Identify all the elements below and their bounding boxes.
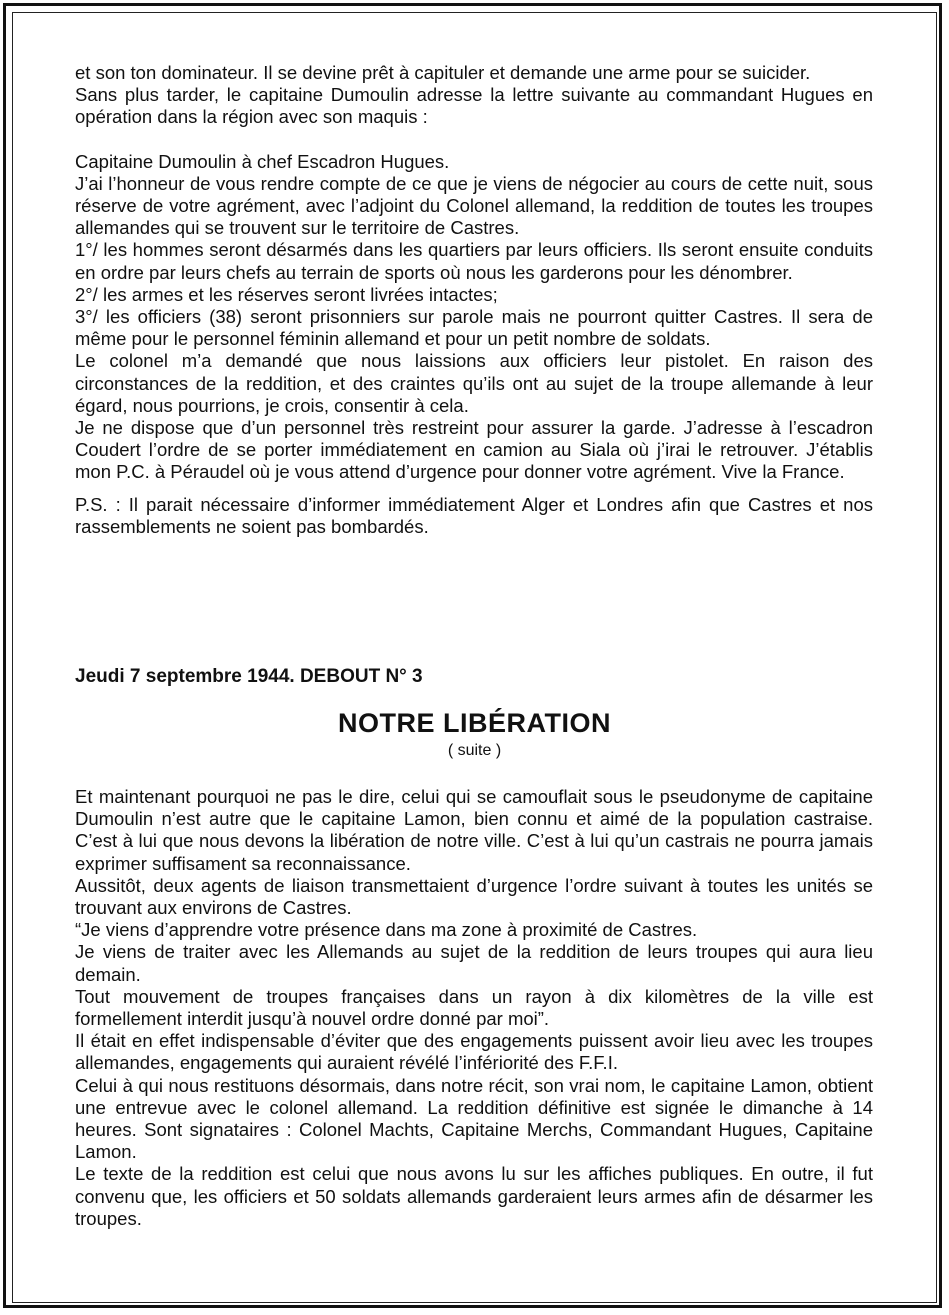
bottom-text-block: [75, 786, 873, 1230]
article-title: NOTRE LIBÉRATION: [338, 708, 611, 738]
paragraph: Il était en effet indispensable d’éviter que des engagements puissent avoir lieu avec les troupes allemandes, engagements qui auraient révélé l’infériorité des F.F.I.: [75, 1030, 873, 1074]
paragraph: Et maintenant pourquoi ne pas le dire, celui qui se camouflait sous le pseudonyme de capitaine Dumoulin n’est autre que le capitaine Lamon, bien connu et aimé de la population castraise. C’est à lui que nous devons la libération de notre ville. C’est à lui qu’un castrais ne pourra jamais exprimer suffisament sa reconnaissance.: [75, 786, 873, 874]
letter-salutation: Capitaine Dumoulin à chef Escadron Hugues.: [75, 150, 450, 172]
issue-heading: Jeudi 7 septembre 1944. DEBOUT N° 3: [75, 666, 423, 687]
paragraph: Je viens de traiter avec les Allemands au sujet de la reddition de leurs troupes qui aura lieu demain.: [75, 941, 873, 985]
paragraph: 1°/ les hommes seront désarmés dans les quartiers par leurs officiers. Ils seront ensuite conduits en ordre par leurs chefs au terrain de sports où nous les garderons pour les dénombrer.: [75, 239, 873, 283]
paragraph: 3°/ les officiers (38) seront prisonniers sur parole mais ne pourront quitter Castres. Il sera de même pour le personnel féminin allemand et pour un petit nombre de soldats.: [75, 306, 873, 350]
paragraph: J’ai l’honneur de vous rendre compte de ce que je viens de négocier au cours de cette nuit, sous réserve de votre agrément, avec l’adjoint du Colonel allemand, la reddition de toutes les troupes allemandes qui se trouvent sur le territoire de Castres.: [75, 172, 873, 239]
paragraph: Sans plus tarder, le capitaine Dumoulin adresse la lettre suivante au commandant Hugues en opération dans la région avec son maquis :: [75, 84, 873, 128]
paragraph: Le texte de la reddition est celui que nous avons lu sur les affiches publiques. En outre, il fut convenu que, les officiers et 50 soldats allemands garderaient leurs armes afin de désarmer les troupes.: [75, 1163, 873, 1229]
paragraph: Je ne dispose que d’un personnel très restreint pour assurer la garde. J’adresse à l’escadron Coudert l’ordre de se porter immédiatement en camion au Siala où j’irai le retrouver. J’établis mon P.C. à Péraudel où je vous attend d’urgence pour donner votre agrément. Vive la France.: [75, 417, 873, 483]
top-text-block: [75, 62, 873, 538]
postscript: P.S. : Il parait nécessaire d’informer immédiatement Alger et Londres afin que Castres et nos rassemblements ne soient pas bombardés.: [75, 493, 873, 537]
paragraph: Aussitôt, deux agents de liaison transmettaient d’urgence l’ordre suivant à toutes les unités se trouvant aux environs de Castres.: [75, 874, 873, 919]
paragraph: 2°/ les armes et les réserves seront livrées intactes;: [75, 283, 498, 305]
paragraph: et son ton dominateur. Il se devine prêt à capituler et demande une arme pour se suicider.: [75, 62, 811, 83]
paragraph: “Je viens d’apprendre votre présence dans ma zone à proximité de Castres.: [75, 919, 698, 941]
paragraph: Tout mouvement de troupes françaises dans un rayon à dix kilomètres de la ville est formellement interdit jusqu’à nouvel ordre donné par moi”.: [75, 985, 873, 1030]
paragraph: Le colonel m’a demandé que nous laissions aux officiers leur pistolet. En raison des circonstances de la reddition, et des craintes qu’ils ont au sujet de la troupe allemande à leur égard, nous pourrions, je crois, consentir à cela.: [75, 350, 873, 416]
article-subtitle: ( suite ): [447, 742, 502, 759]
paragraph: Celui à qui nous restituons désormais, dans notre récit, son vrai nom, le capitaine Lamon, obtient une entrevue avec le colonel allemand. La reddition définitive est signée le dimanche à 14 heures. Sont signataires : Colonel Machts, Capitaine Merchs, Commandant Hugues, Capitaine Lamon.: [75, 1074, 873, 1163]
